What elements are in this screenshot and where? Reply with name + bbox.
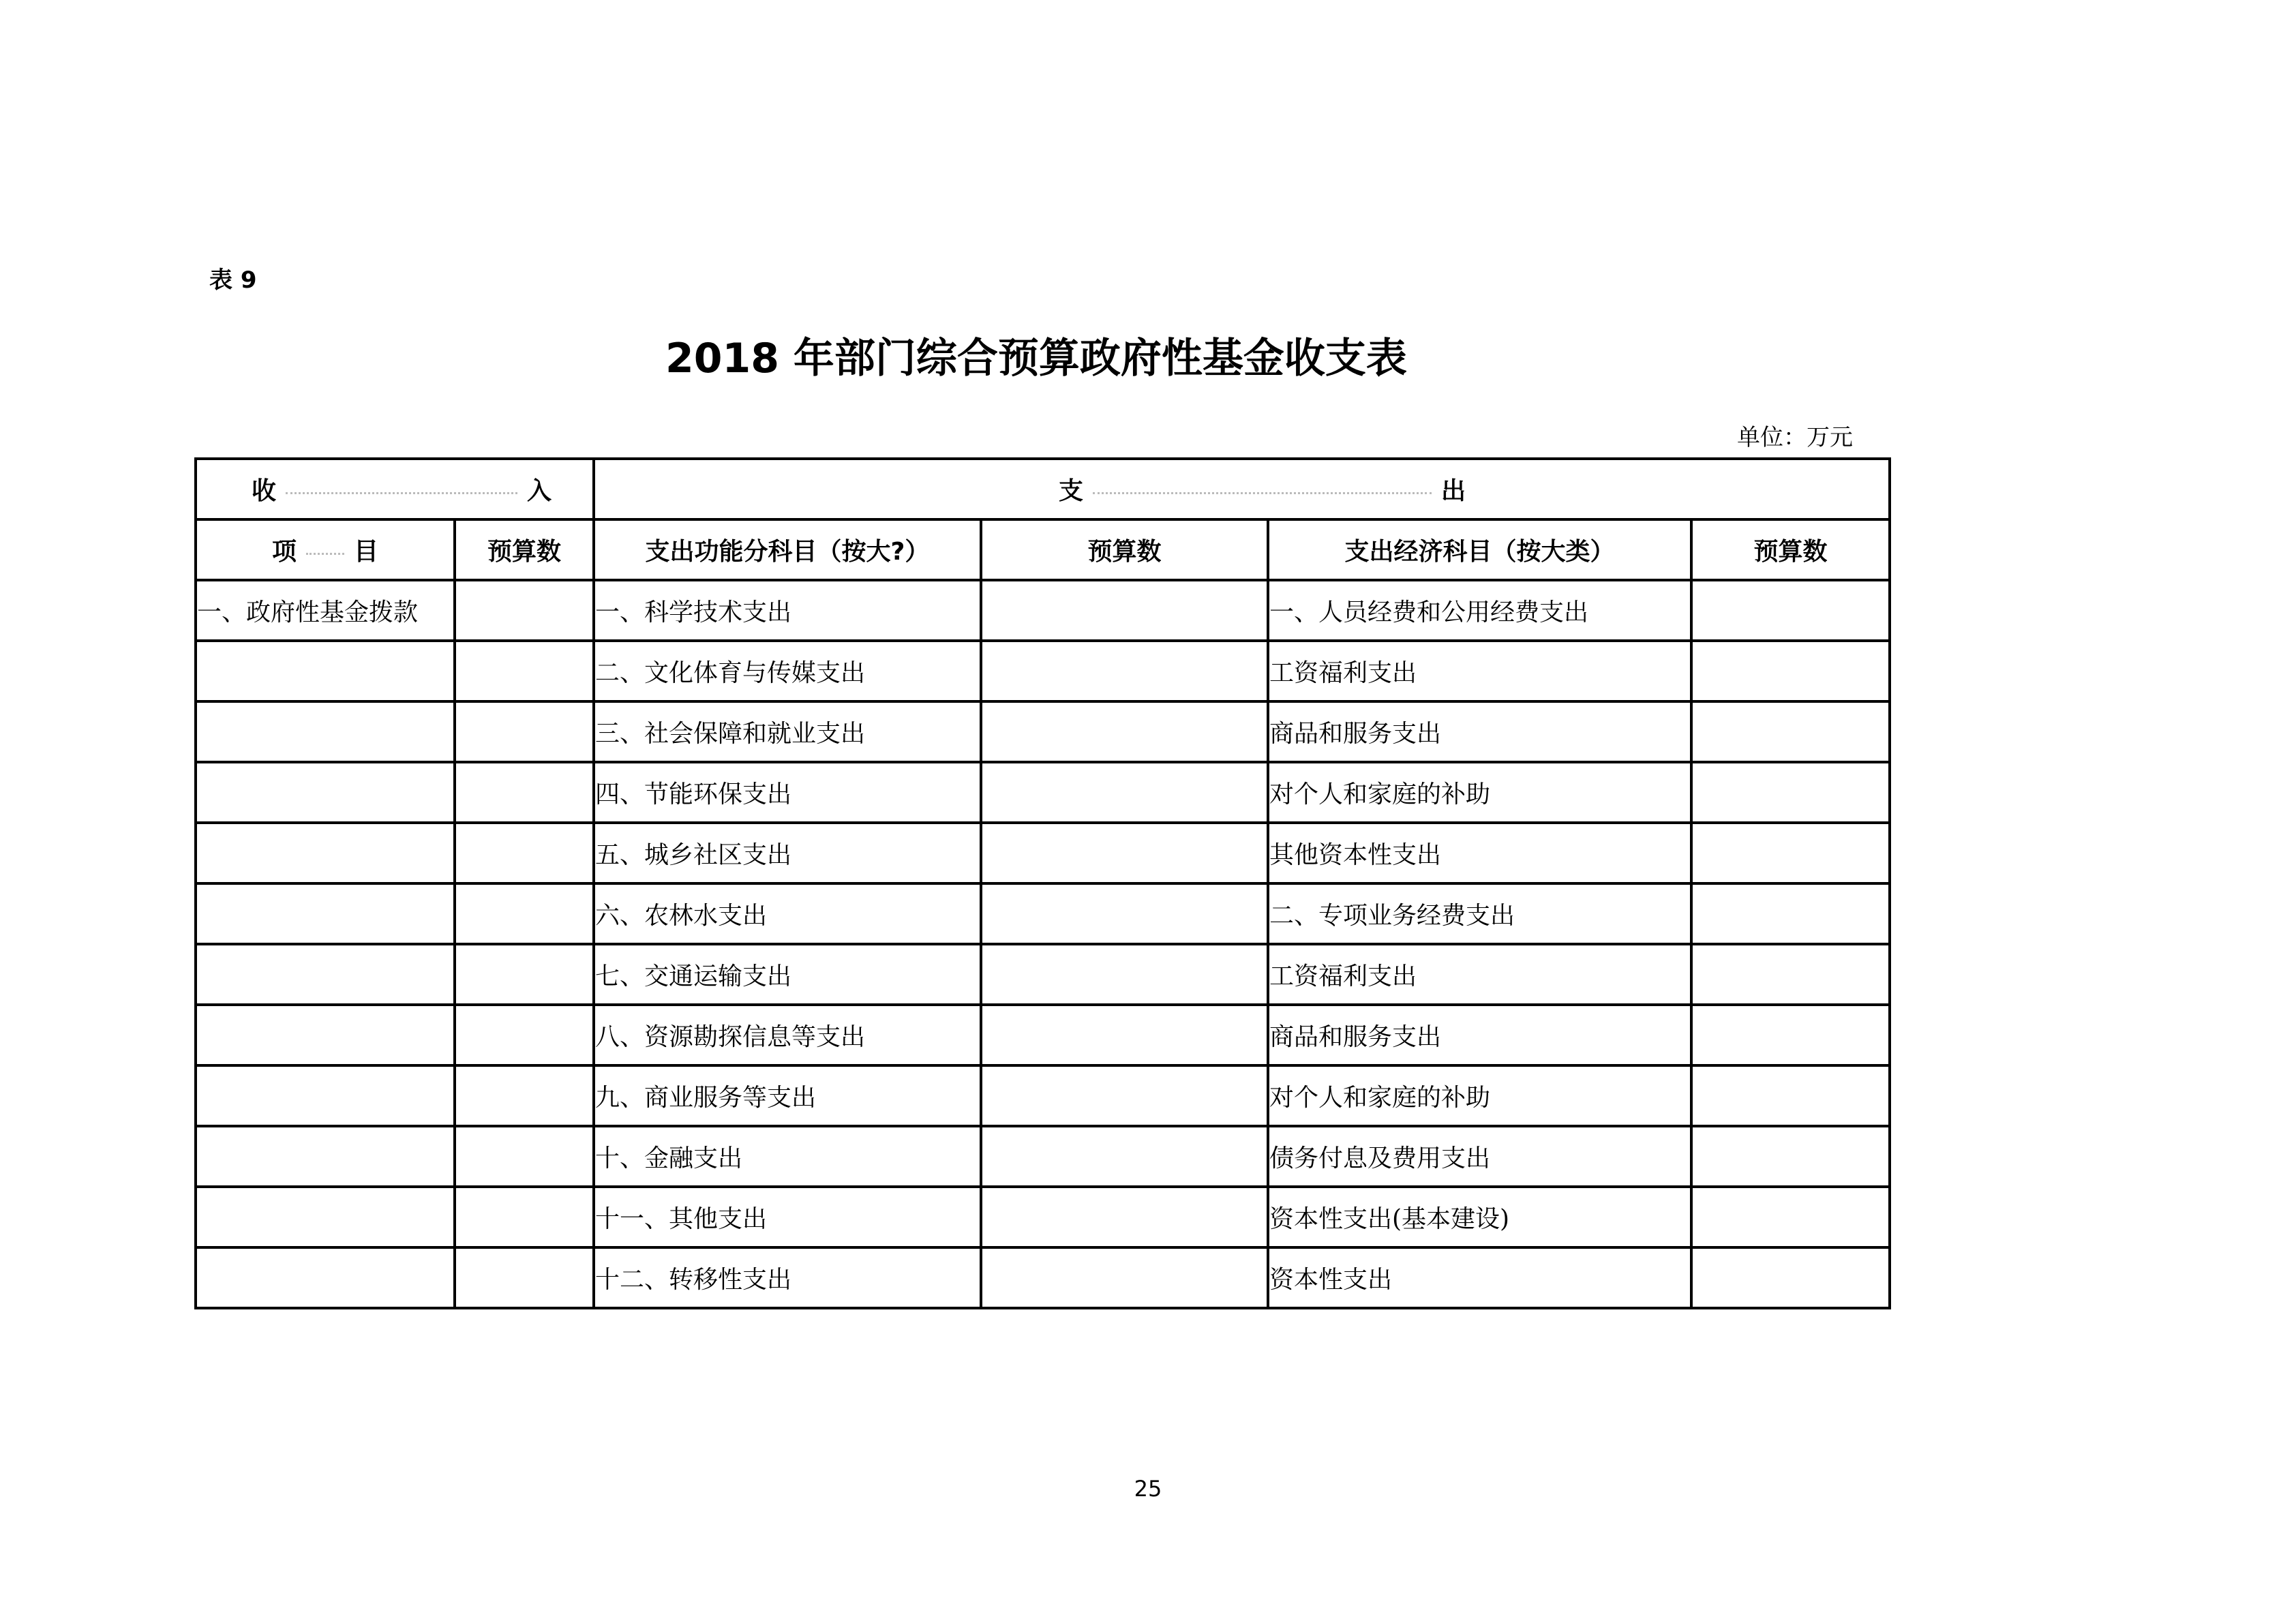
income-item-cell xyxy=(196,944,455,1005)
function-item-cell: 四、节能环保支出 xyxy=(594,762,981,823)
income-budget-cell xyxy=(455,823,594,883)
table-row xyxy=(196,701,1890,762)
income-budget-cell xyxy=(455,1065,594,1126)
economic-budget-cell xyxy=(1691,701,1890,762)
item-header-cell xyxy=(196,519,455,580)
table-row xyxy=(196,580,1890,641)
economic-item-cell: 债务付息及费用支出 xyxy=(1268,1126,1691,1187)
economic-budget-cell xyxy=(1691,762,1890,823)
economic-budget-cell xyxy=(1691,883,1890,944)
income-item-cell xyxy=(196,762,455,823)
function-item-cell: 九、商业服务等支出 xyxy=(594,1065,981,1126)
table-row xyxy=(196,1187,1890,1247)
table-row xyxy=(196,1065,1890,1126)
economic-category-header: 支出经济科目（按大类） xyxy=(1268,519,1691,580)
economic-item-cell: 二、专项业务经费支出 xyxy=(1268,883,1691,944)
function-item-cell: 六、农林水支出 xyxy=(594,883,981,944)
income-item-cell xyxy=(196,701,455,762)
economic-budget-cell xyxy=(1691,1005,1890,1065)
economic-item-cell: 工资福利支出 xyxy=(1268,641,1691,701)
budget-header-1: 预算数 xyxy=(455,519,594,580)
economic-item-cell: 资本性支出(基本建设) xyxy=(1268,1187,1691,1247)
expense-header-right: 出 xyxy=(1441,477,1466,505)
economic-budget-cell xyxy=(1691,1126,1890,1187)
page-title: 2018 年部门综合预算政府性基金收支表 xyxy=(665,335,1407,382)
income-budget-cell xyxy=(455,580,594,641)
budget-header-2: 预算数 xyxy=(981,519,1268,580)
economic-item-cell: 资本性支出 xyxy=(1268,1247,1691,1308)
income-item-cell xyxy=(196,1065,455,1126)
page-number: 25 xyxy=(1134,1476,1162,1502)
economic-budget-cell xyxy=(1691,1187,1890,1247)
budget-table xyxy=(194,457,1891,1309)
income-budget-cell xyxy=(455,883,594,944)
function-budget-cell xyxy=(981,883,1268,944)
income-item-cell xyxy=(196,883,455,944)
function-budget-cell xyxy=(981,823,1268,883)
function-budget-cell xyxy=(981,762,1268,823)
economic-item-cell: 工资福利支出 xyxy=(1268,944,1691,1005)
income-header-left: 收 xyxy=(252,477,277,505)
table-row xyxy=(196,641,1890,701)
budget-header-3: 预算数 xyxy=(1691,519,1890,580)
function-budget-cell xyxy=(981,701,1268,762)
income-budget-cell xyxy=(455,1247,594,1308)
income-budget-cell xyxy=(455,1187,594,1247)
income-item-cell xyxy=(196,823,455,883)
sub-header-row xyxy=(196,519,1890,580)
function-budget-cell xyxy=(981,1065,1268,1126)
function-budget-cell xyxy=(981,944,1268,1005)
expense-header-left: 支 xyxy=(1059,477,1084,505)
income-header-cell xyxy=(196,459,594,519)
function-budget-cell xyxy=(981,1005,1268,1065)
income-item-cell xyxy=(196,1005,455,1065)
table-row xyxy=(196,1126,1890,1187)
economic-item-cell: 对个人和家庭的补助 xyxy=(1268,762,1691,823)
top-header-row xyxy=(196,459,1890,519)
table-row xyxy=(196,944,1890,1005)
function-category-header: 支出功能分科目（按大?） xyxy=(594,519,981,580)
income-budget-cell xyxy=(455,1005,594,1065)
economic-budget-cell xyxy=(1691,641,1890,701)
economic-item-cell: 一、人员经费和公用经费支出 xyxy=(1268,580,1691,641)
function-item-cell: 一、科学技术支出 xyxy=(594,580,981,641)
economic-budget-cell xyxy=(1691,580,1890,641)
function-item-cell: 八、资源勘探信息等支出 xyxy=(594,1005,981,1065)
economic-item-cell: 对个人和家庭的补助 xyxy=(1268,1065,1691,1126)
economic-budget-cell xyxy=(1691,1065,1890,1126)
income-budget-cell xyxy=(455,701,594,762)
income-item-cell xyxy=(196,1247,455,1308)
table-row xyxy=(196,823,1890,883)
unit-label: 单位：万元 xyxy=(1737,424,1853,451)
function-budget-cell xyxy=(981,641,1268,701)
economic-budget-cell xyxy=(1691,1247,1890,1308)
function-item-cell: 十一、其他支出 xyxy=(594,1187,981,1247)
table-row xyxy=(196,1005,1890,1065)
economic-budget-cell xyxy=(1691,944,1890,1005)
table-label: 表 9 xyxy=(209,267,257,294)
dot-leader xyxy=(286,492,517,494)
economic-budget-cell xyxy=(1691,823,1890,883)
function-item-cell: 七、交通运输支出 xyxy=(594,944,981,1005)
function-item-cell: 十二、转移性支出 xyxy=(594,1247,981,1308)
income-header-right: 入 xyxy=(526,477,552,505)
dot-leader xyxy=(306,553,344,555)
function-budget-cell xyxy=(981,580,1268,641)
income-header xyxy=(197,472,592,506)
income-budget-cell xyxy=(455,944,594,1005)
income-item-cell xyxy=(196,641,455,701)
expense-header xyxy=(595,472,1888,506)
income-budget-cell xyxy=(455,641,594,701)
table-row xyxy=(196,762,1890,823)
item-header-right: 目 xyxy=(353,538,378,566)
economic-item-cell: 商品和服务支出 xyxy=(1268,1005,1691,1065)
expense-header-cell xyxy=(594,459,1890,519)
function-item-cell: 十、金融支出 xyxy=(594,1126,981,1187)
function-budget-cell xyxy=(981,1187,1268,1247)
item-header xyxy=(197,532,453,567)
income-item-cell xyxy=(196,1187,455,1247)
function-item-cell: 五、城乡社区支出 xyxy=(594,823,981,883)
item-header-left: 项 xyxy=(272,538,297,566)
function-budget-cell xyxy=(981,1126,1268,1187)
table-row xyxy=(196,883,1890,944)
economic-item-cell: 其他资本性支出 xyxy=(1268,823,1691,883)
income-budget-cell xyxy=(455,1126,594,1187)
table-row xyxy=(196,1247,1890,1308)
function-item-cell: 三、社会保障和就业支出 xyxy=(594,701,981,762)
function-budget-cell xyxy=(981,1247,1268,1308)
economic-item-cell: 商品和服务支出 xyxy=(1268,701,1691,762)
income-item-cell: 一、政府性基金拨款 xyxy=(196,580,455,641)
income-budget-cell xyxy=(455,762,594,823)
dot-leader xyxy=(1093,492,1432,494)
income-item-cell xyxy=(196,1126,455,1187)
function-item-cell: 二、文化体育与传媒支出 xyxy=(594,641,981,701)
